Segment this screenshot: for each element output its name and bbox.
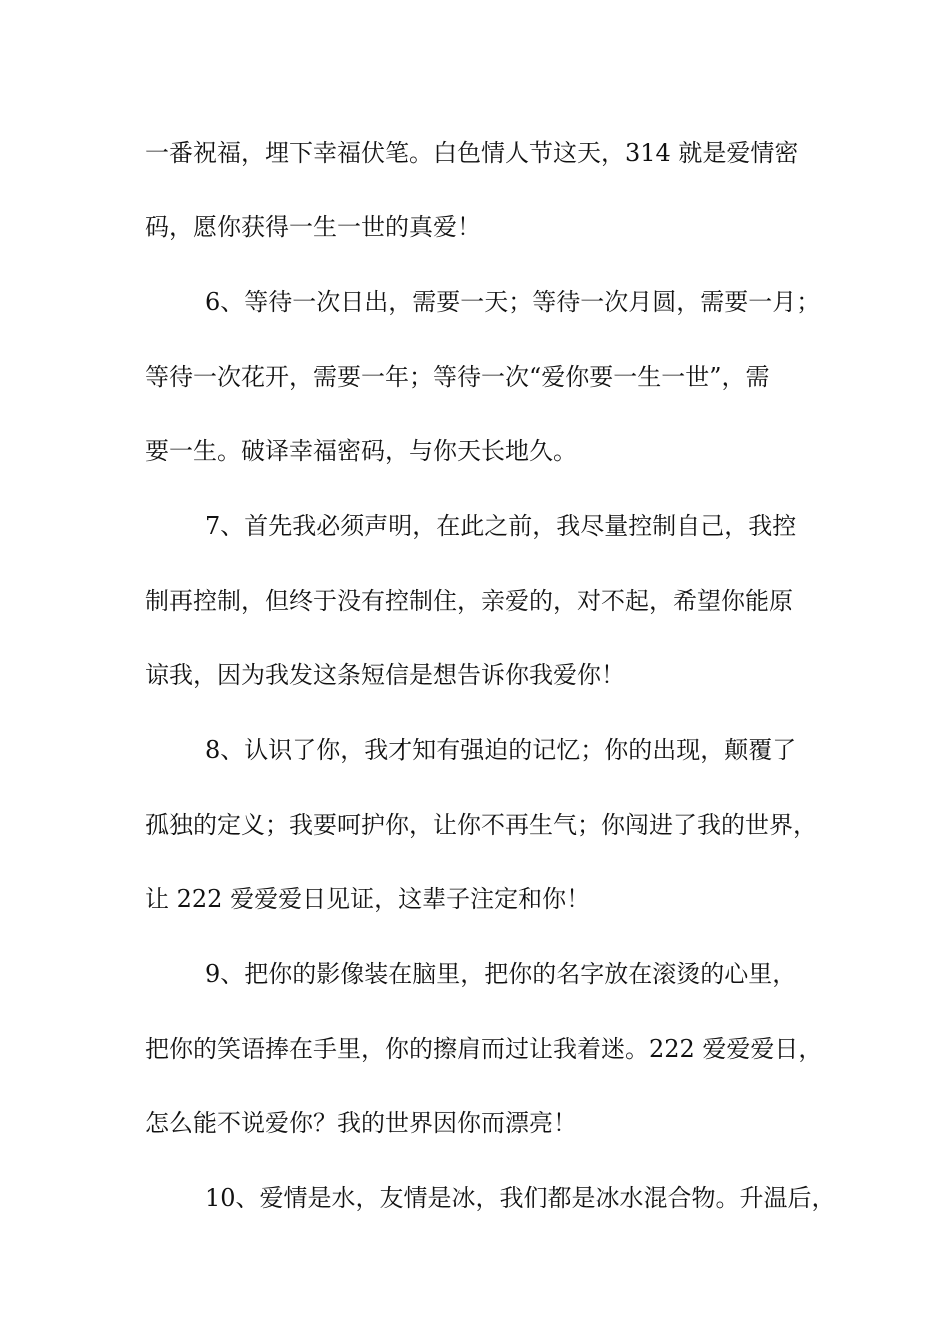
text-line: 码，愿你获得一生一世的真爱！ xyxy=(145,213,481,241)
text-line: 一番祝福，埋下幸福伏笔。白色情人节这天，314 就是爱情密 xyxy=(145,139,799,167)
text-line: 怎么能不说爱你？我的世界因你而漂亮！ xyxy=(145,1109,577,1137)
paragraph-start-9: 9、把你的影像装在脑里，把你的名字放在滚烫的心里， xyxy=(205,960,797,988)
text-line: 等待一次花开，需要一年；等待一次“爱你要一生一世”，需 xyxy=(145,363,770,391)
text-line: 让 222 爱爱爱日见证，这辈子注定和你！ xyxy=(145,885,591,913)
text-line: 把你的笑语捧在手里，你的擦肩而过让我着迷。222 爱爱爱日， xyxy=(145,1035,823,1063)
paragraph-start-6: 6、等待一次日出，需要一天；等待一次月圆，需要一月； xyxy=(205,288,821,316)
paragraph-start-8: 8、认识了你，我才知有强迫的记忆；你的出现，颠覆了 xyxy=(205,736,797,764)
paragraph-start-10: 10、爱情是水，友情是冰，我们都是冰水混合物。升温后， xyxy=(205,1184,836,1212)
text-line: 要一生。破译幸福密码，与你天长地久。 xyxy=(145,437,577,465)
paragraph-start-7: 7、首先我必须声明，在此之前，我尽量控制自己，我控 xyxy=(205,512,797,540)
text-line: 谅我，因为我发这条短信是想告诉你我爱你！ xyxy=(145,661,625,689)
text-line: 孤独的定义；我要呵护你，让你不再生气；你闯进了我的世界， xyxy=(145,811,817,839)
text-line: 制再控制，但终于没有控制住，亲爱的，对不起，希望你能原 xyxy=(145,587,793,615)
